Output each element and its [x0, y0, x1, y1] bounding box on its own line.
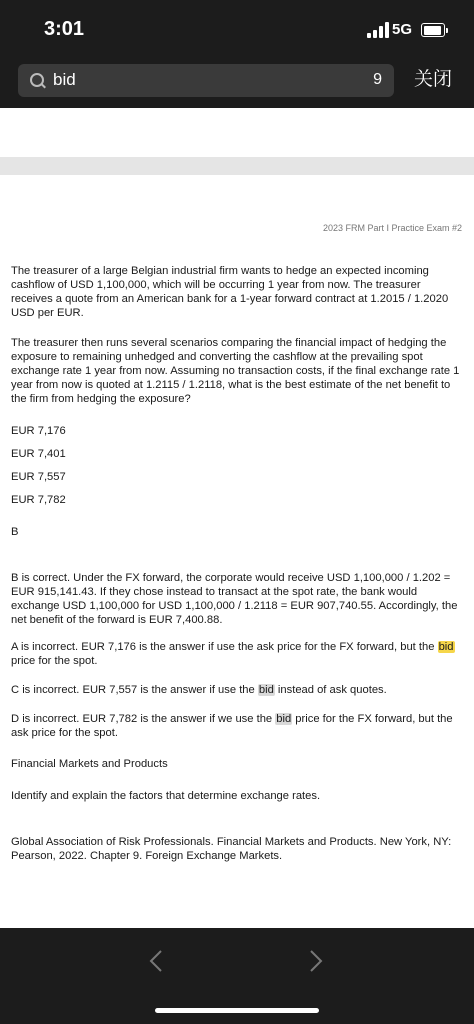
search-match: bid [276, 713, 292, 725]
option-a: EUR 7,176 [11, 425, 66, 437]
topic: Financial Markets and Products [11, 758, 168, 770]
close-button[interactable]: 关闭 [414, 69, 453, 90]
question-paragraph-1: The treasurer of a large Belgian industrial firm wants to hedge an expected incoming cashflow of USD 1,100,000, which will be occurring 1 year from now. The treasurer receives a quote from an American bank for a 1-year forward contract at 1.2015 / 1.2020 USD per EUR. [11, 265, 449, 319]
find-input[interactable] [18, 64, 394, 97]
chevron-right-icon[interactable] [306, 946, 326, 976]
document-header: 2023 FRM Part I Practice Exam #2 [322, 223, 462, 233]
find-bar [0, 58, 474, 108]
answer-letter: B [11, 526, 19, 538]
explanation-d-text: D is incorrect. EUR 7,782 is the answer if we use the [11, 713, 276, 725]
question-paragraph-2: The treasurer then runs several scenarios comparing the financial impact of hedging the exposure to remaining unhedged and converting the cashflow at the prevailing spot exchange rate 1 year from now. Assuming no transaction costs, if the final exchange rate 1 year from now is quoted at 1.2115 / 1.2118, what is the best estimate of the net benefit to the firm from hedging the exposure? [11, 337, 460, 405]
explanation-d-text-end: price for the FX forward, but the ask price for the spot. [11, 713, 453, 739]
option-b: EUR 7,401 [11, 448, 66, 460]
home-indicator[interactable] [155, 1008, 319, 1013]
search-match-current: bid [438, 641, 454, 653]
explanation-a [11, 640, 463, 668]
option-d: EUR 7,782 [11, 494, 66, 506]
option-c: EUR 7,557 [11, 471, 66, 483]
page-separator [0, 157, 474, 175]
explanation-b: B is correct. Under the FX forward, the corporate would receive USD 1,100,000 / 1.202 = EUR 915,141.43. If they chose instead to transact at the spot rate, the bank would exchange USD 1,100,000 for USD 1,100,000 / 1.2118 = EUR 907,740.55. Accordingly, the net benefit of the forward is EUR 7,400.88. [11, 572, 458, 626]
explanation-d [11, 712, 463, 740]
search-icon [30, 73, 44, 87]
network-type: 5G [392, 21, 413, 38]
explanation-a-text: A is incorrect. EUR 7,176 is the answer if use the ask price for the FX forward, but the [11, 641, 438, 653]
explanation-a-text-end: price for the spot. [11, 655, 98, 667]
chevron-left-icon[interactable] [146, 946, 166, 976]
battery-icon [421, 23, 445, 37]
explanation-c [11, 683, 387, 697]
explanation-c-text: C is incorrect. EUR 7,557 is the answer if use the [11, 684, 258, 696]
status-time: 3:01 [44, 18, 85, 40]
status-bar [0, 0, 474, 58]
search-match: bid [258, 684, 274, 696]
signal-icon [367, 22, 389, 38]
find-query: bid [53, 70, 76, 89]
reference: Global Association of Risk Professionals. Financial Markets and Products. New York, NY: Pearson, 2022. Chapter 9. Foreign Exchange Markets. [11, 836, 452, 862]
learning-objective: Identify and explain the factors that determine exchange rates. [11, 790, 321, 802]
explanation-c-text-end: instead of ask quotes. [274, 684, 387, 696]
match-count: 9 [373, 71, 382, 88]
